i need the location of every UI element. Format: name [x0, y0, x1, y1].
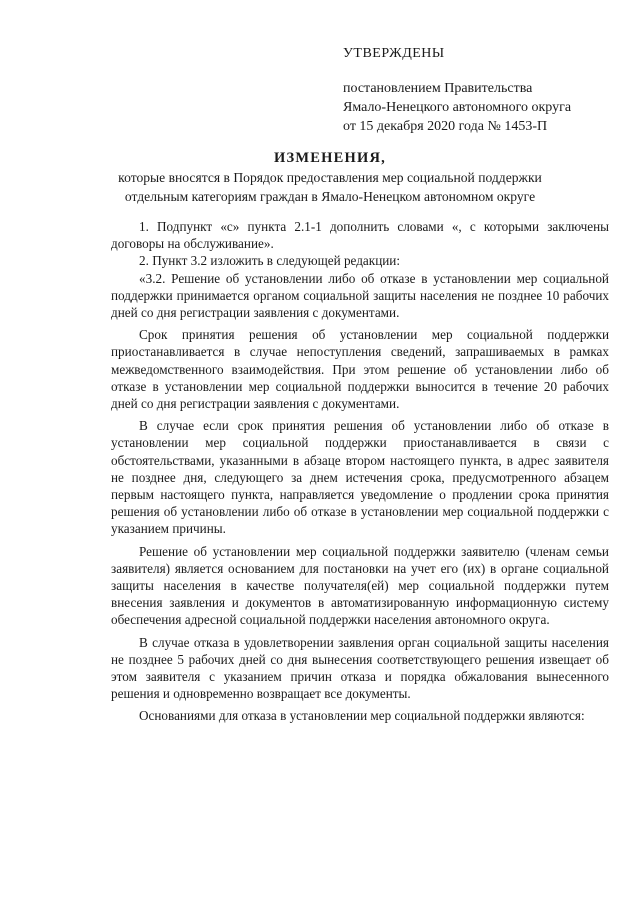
paragraph-refusal: В случае отказа в удовлетворении заявления орган социальной защиты населения не позднее 5 рабочих дней со дня вынесения соответствующего решения извещает об этом заявителя с указанием причин отказа и порядка обжалования вынесенного решения и одновременно возвращает все документы. — [111, 634, 609, 702]
document-title-block — [70, 149, 590, 206]
paragraph-item-2: 2. Пункт 3.2 изложить в следующей редакции: — [139, 253, 401, 269]
document-title: ИЗМЕНЕНИЯ, — [274, 150, 386, 166]
document-subtitle-line-1: которые вносятся в Порядок предоставления мер социальной поддержки — [118, 170, 542, 185]
paragraph-notification: В случае если срок принятия решения об установлении либо об отказе в установлении мер социальной поддержки приостанавливается в связи с обстоятельствами, указанными в абзаце втором настоящего пункта, в адрес заявителя не позднее дня, следующего за днем истечения срока, предусмотренного абзацем первым настоящего пункта, направляется уведомление о продлении срока принятия решения об установлении либо об отказе в установлении мер социальной поддержки с указанием причины. — [111, 418, 609, 537]
paragraph-suspension: Срок принятия решения об установлении мер социальной поддержки приостанавливается в случае непоступления сведений, запрашиваемых в рамках межведомственного взаимодействия. При этом решение об установлении либо об отказе в установлении мер социальной поддержки выносится в течение 20 рабочих дней со дня регистрации заявления с документами. — [111, 327, 609, 412]
paragraph-registration: Решение об установлении мер социальной поддержки заявителю (членам семьи заявителя) является основанием для постановки на учет его (их) в органе социальной защиты населения в качестве получателя(ей) мер социальной поддержки путем внесения заявления и документов в автоматизированную информационную систему обеспечения адресной социальной поддержки населения автономного округа. — [111, 543, 609, 628]
document-subtitle-line-2: отдельным категориям граждан в Ямало-Ненецком автономном округе — [124, 189, 536, 204]
paragraph-item-1: 1. Подпункт «с» пункта 2.1-1 дополнить словами «, с которыми заключены договоры на обслуживание». — [111, 219, 609, 252]
approval-line-region: Ямало-Ненецкого автономного округа — [343, 100, 572, 115]
paragraph-3-2-intro: «3.2. Решение об установлении либо об отказе в установлении мер социальной поддержки принимается органом социальной защиты населения не позднее 10 рабочих дней со дня регистрации заявления с документами. — [111, 270, 609, 321]
approval-line-date: от 15 декабря 2020 года № 1453-П — [343, 119, 548, 134]
document-body — [111, 218, 609, 730]
paragraph-grounds: Основаниями для отказа в установлении мер социальной поддержки являются: — [139, 708, 585, 724]
approval-stamp-block — [343, 44, 623, 136]
approved-heading: УТВЕРЖДЕНЫ — [343, 46, 445, 61]
approval-line-resolution: постановлением Правительства — [343, 81, 533, 96]
